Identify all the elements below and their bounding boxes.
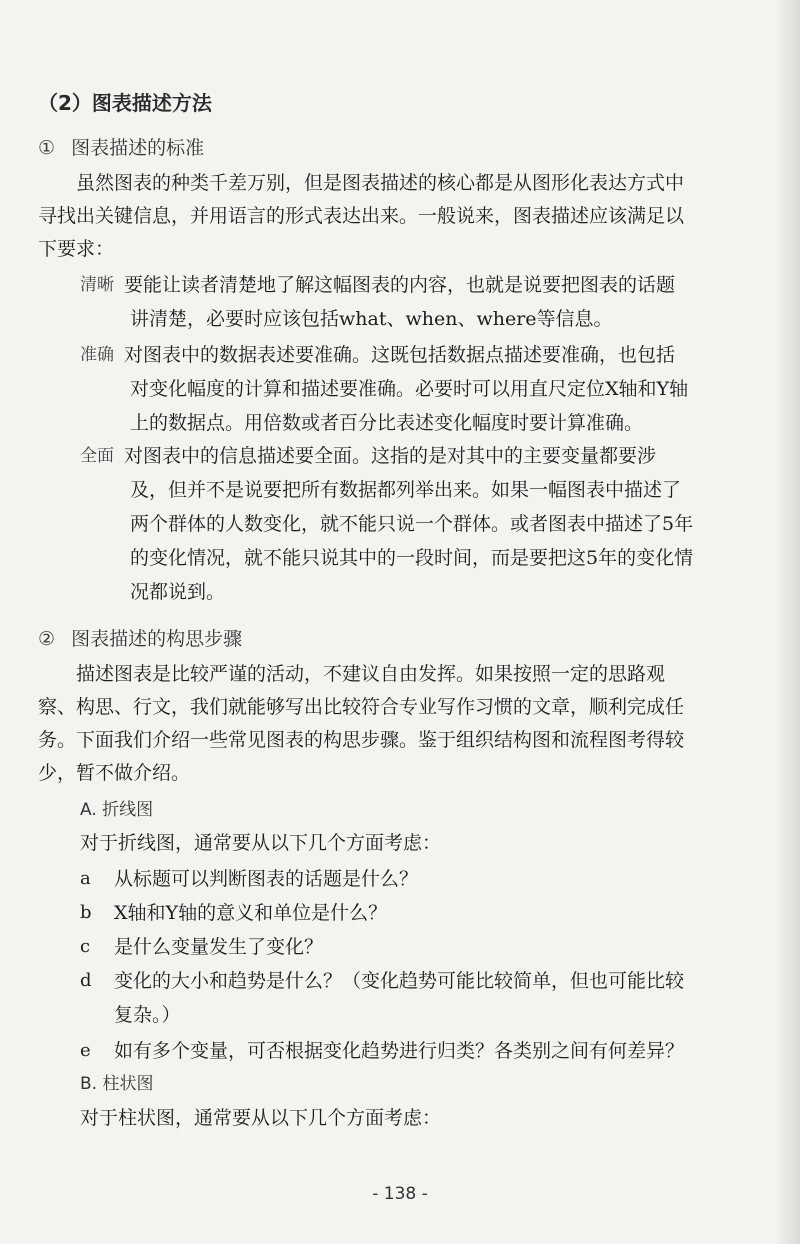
subsection-1-marker: ① <box>38 137 56 159</box>
list-item-text: 如有多个变量，可否根据变化趋势进行归类？各类别之间有何差异？ <box>114 1040 685 1062</box>
subsection-1-title: 图表描述的标准 <box>71 137 205 159</box>
sub2-intro-line: 描述图表是比较严谨的活动，不建议自由发挥。如果按照一定的思路观 <box>76 663 666 685</box>
criterion-text-line: 的变化情况，就不能只说其中的一段时间，而是要把这5年的变化情 <box>130 547 694 569</box>
criterion-text-line: 上的数据点。用倍数或者百分比表述变化幅度时要计算准确。 <box>130 412 644 434</box>
sub2-intro-line: 察、构思、行文，我们就能够写出比较符合专业写作习惯的文章，顺利完成任 <box>38 696 685 718</box>
subsection-2-marker: ② <box>38 628 56 650</box>
list-letter: c <box>80 936 91 957</box>
list-item-text: 复杂。） <box>114 1004 181 1026</box>
bar-chart-heading: B. 柱状图 <box>80 1074 154 1094</box>
list-item-text: 从标题可以判断图表的话题是什么？ <box>114 868 419 890</box>
page-number: - 138 - <box>372 1184 428 1204</box>
list-letter: e <box>80 1040 91 1061</box>
sub1-intro-line: 寻找出关键信息，并用语言的形式表达出来。一般说来，图表描述应该满足以 <box>38 205 685 227</box>
subsection-1-heading <box>38 135 204 161</box>
criterion-text-line: 况都说到。 <box>130 581 226 603</box>
page-edge-shadow <box>774 0 800 1244</box>
criterion-term-completeness: 全面 <box>80 446 114 466</box>
list-letter: b <box>80 902 92 923</box>
criterion-text-line: 讲清楚，必要时应该包括what、when、where等信息。 <box>130 308 613 330</box>
list-letter: a <box>80 868 91 889</box>
list-item-text: 变化的大小和趋势是什么？（变化趋势可能比较简单，但也可能比较 <box>114 970 685 992</box>
sub1-intro-line: 下要求： <box>38 238 115 260</box>
criterion-text-line: 要能让读者清楚地了解这幅图表的内容，也就是说要把图表的话题 <box>124 274 676 296</box>
sub1-intro-line: 虽然图表的种类千差万别，但是图表描述的核心都是从图形化表达方式中 <box>76 172 685 194</box>
bar-chart-lead: 对于柱状图，通常要从以下几个方面考虑： <box>80 1107 442 1129</box>
subsection-2-title: 图表描述的构思步骤 <box>71 628 243 650</box>
criterion-text-line: 对图表中的数据表述要准确。这既包括数据点描述要准确，也包括 <box>124 344 676 366</box>
criterion-text-line: 对图表中的信息描述要全面。这指的是对其中的主要变量都要涉 <box>124 445 657 467</box>
criterion-term-clarity: 清晰 <box>80 275 114 295</box>
criterion-term-accuracy: 准确 <box>80 345 114 365</box>
sub2-intro-line: 少，暂不做介绍。 <box>38 762 191 784</box>
list-item-text: 是什么变量发生了变化？ <box>114 936 324 958</box>
list-item-text: X轴和Y轴的意义和单位是什么？ <box>114 902 388 924</box>
subsection-2-heading <box>38 626 242 652</box>
line-chart-lead: 对于折线图，通常要从以下几个方面考虑： <box>80 832 442 854</box>
section-title: （2）图表描述方法 <box>38 91 212 115</box>
list-letter: d <box>80 970 92 991</box>
criterion-text-line: 及，但并不是说要把所有数据都列举出来。如果一幅图表中描述了 <box>130 479 682 501</box>
criterion-text-line: 两个群体的人数变化，就不能只说一个群体。或者图表中描述了5年 <box>130 513 694 535</box>
line-chart-heading: A. 折线图 <box>80 800 154 820</box>
criterion-text-line: 对变化幅度的计算和描述要准确。必要时可以用直尺定位X轴和Y轴 <box>130 378 689 400</box>
sub2-intro-line: 务。下面我们介绍一些常见图表的构思步骤。鉴于组织结构图和流程图考得较 <box>38 729 685 751</box>
